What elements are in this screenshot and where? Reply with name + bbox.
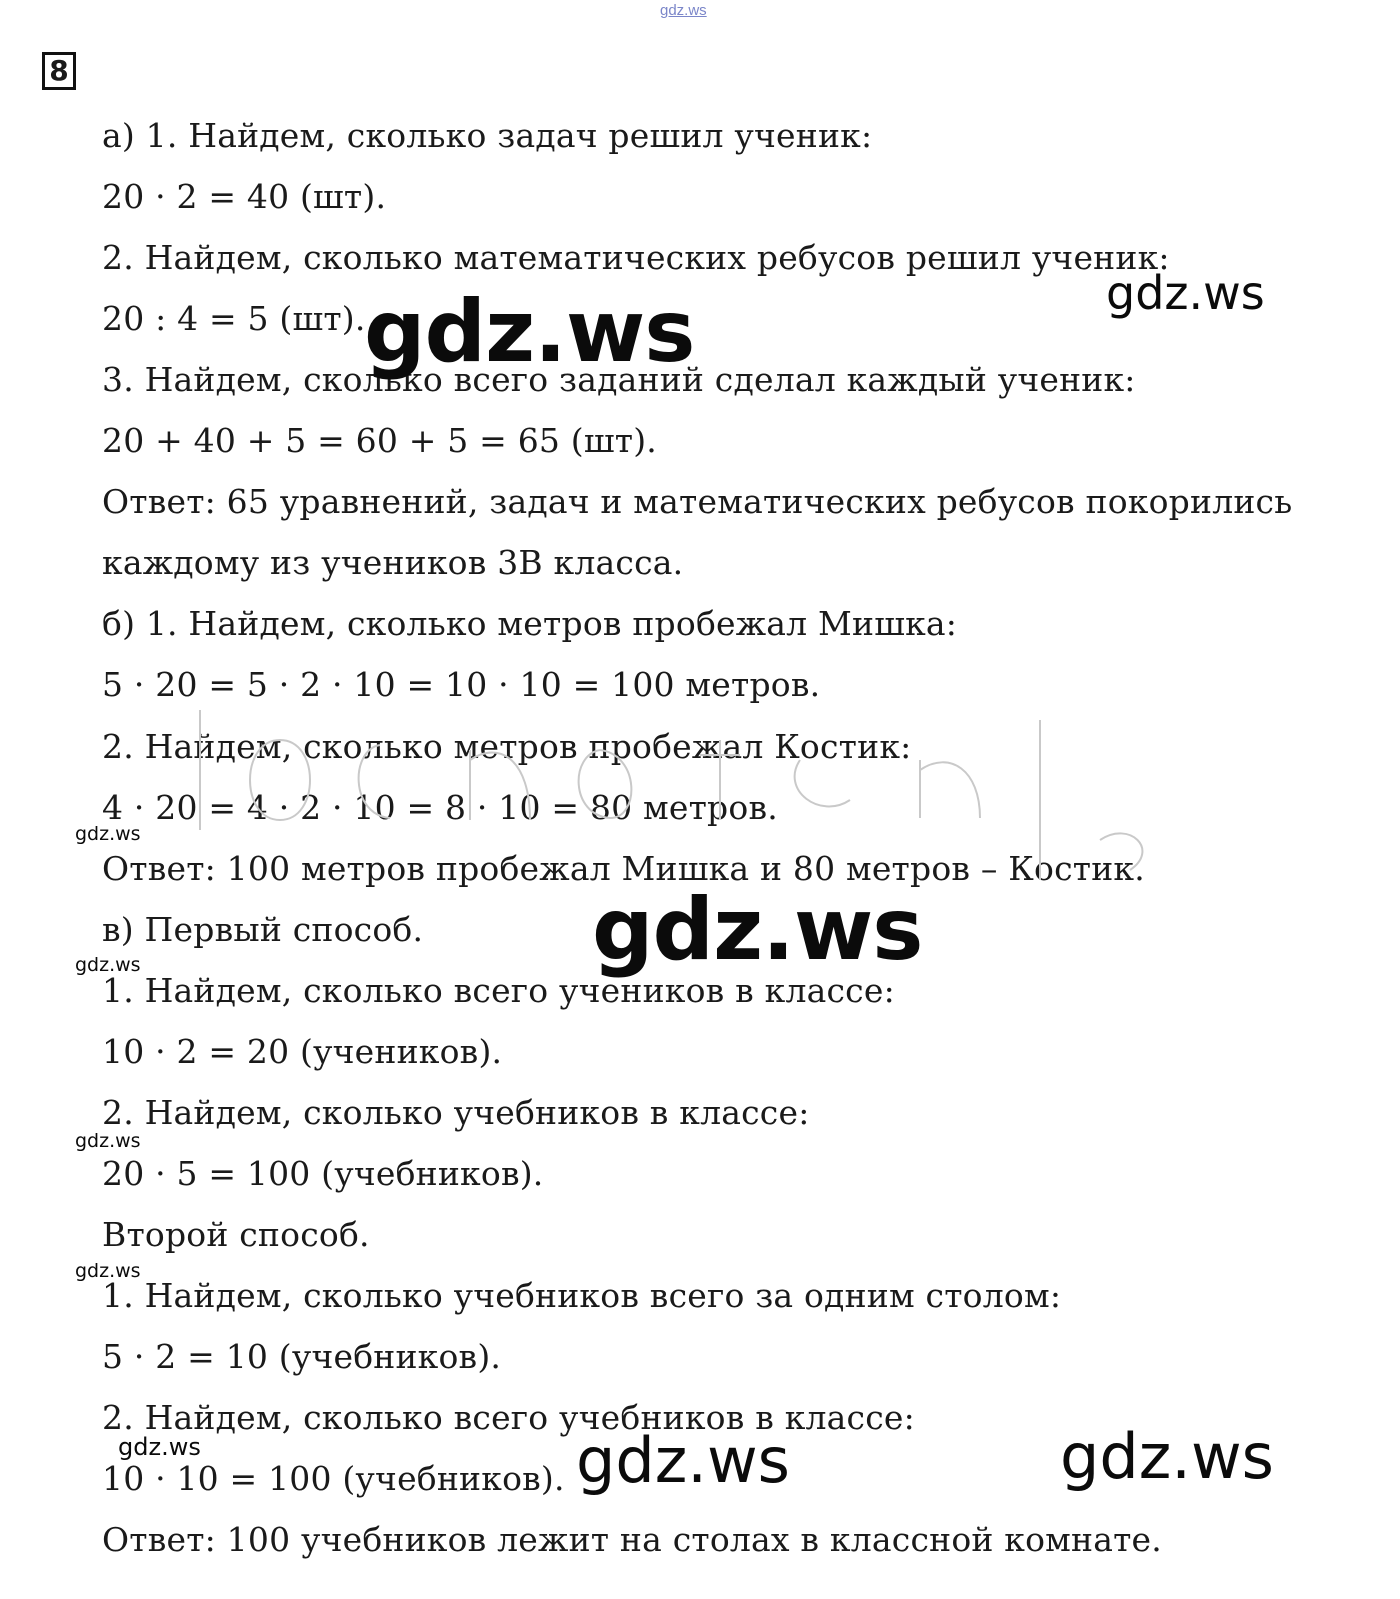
text-line: каждому из учеников 3В класса. (102, 543, 684, 582)
watermark-medium: gdz.ws (576, 1424, 790, 1497)
text-line: 4 · 20 = 4 · 2 · 10 = 8 · 10 = 80 метров. (102, 788, 778, 827)
watermark-large: gdz.ws (364, 282, 695, 382)
text-line: а) 1. Найдем, сколько задач решил ученик: (102, 116, 873, 155)
watermark-small: gdz.ws (75, 1260, 141, 1282)
site-watermark-top: gdz.ws (660, 2, 707, 19)
watermark-medium: gdz.ws (1106, 266, 1265, 320)
watermark-small: gdz.ws (75, 954, 141, 976)
text-line: 1. Найдем, сколько всего учеников в классе: (102, 971, 895, 1010)
text-line: 1. Найдем, сколько учебников всего за одним столом: (102, 1276, 1062, 1315)
watermark-small: gdz.ws (118, 1433, 201, 1461)
watermark-medium: gdz.ws (1060, 1420, 1274, 1493)
watermark-small: gdz.ws (75, 1130, 141, 1152)
text-line: 20 + 40 + 5 = 60 + 5 = 65 (шт). (102, 421, 657, 460)
text-line: 2. Найдем, сколько всего учебников в классе: (102, 1398, 915, 1437)
task-number-box: 8 (42, 52, 76, 90)
text-line: 3. Найдем, сколько всего заданий сделал каждый ученик: (102, 360, 1136, 399)
text-line: 10 · 2 = 20 (учеников). (102, 1032, 503, 1071)
text-line: в) Первый способ. (102, 910, 424, 949)
text-line: 2. Найдем, сколько учебников в классе: (102, 1093, 810, 1132)
text-line: Ответ: 65 уравнений, задач и математических ребусов покорились (102, 482, 1293, 521)
text-line: 20 · 5 = 100 (учебников). (102, 1154, 544, 1193)
watermark-small: gdz.ws (75, 823, 141, 845)
watermark-large: gdz.ws (592, 880, 923, 980)
text-line: 2. Найдем, сколько математических ребусов решил ученик: (102, 238, 1170, 277)
text-line: Ответ: 100 метров пробежал Мишка и 80 метров – Костик. (102, 849, 1145, 888)
text-line: 5 · 2 = 10 (учебников). (102, 1337, 502, 1376)
text-line: Второй способ. (102, 1215, 370, 1254)
text-line: б) 1. Найдем, сколько метров пробежал Мишка: (102, 604, 958, 643)
text-line: 2. Найдем, сколько метров пробежал Костик: (102, 727, 912, 766)
text-line: 20 : 4 = 5 (шт). (102, 299, 366, 338)
text-line: Ответ: 100 учебников лежит на столах в классной комнате. (102, 1520, 1162, 1559)
text-line: 5 · 20 = 5 · 2 · 10 = 10 · 10 = 100 метров. (102, 665, 821, 704)
text-line: 10 · 10 = 100 (учебников). (102, 1459, 565, 1498)
text-line: 20 · 2 = 40 (шт). (102, 177, 387, 216)
